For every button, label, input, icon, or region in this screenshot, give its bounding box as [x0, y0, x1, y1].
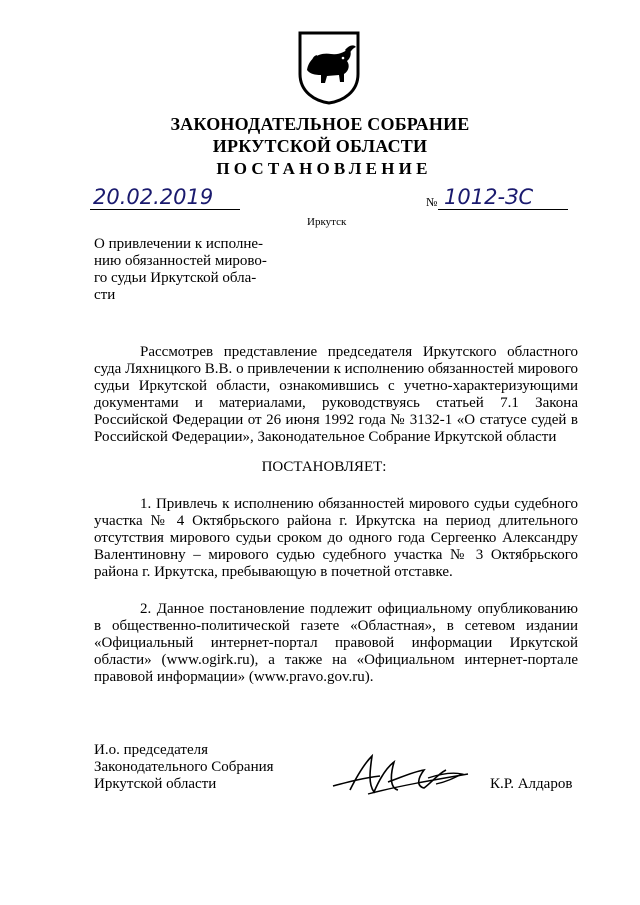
document-number: 1012-ЗС — [444, 185, 534, 209]
signatory-name: К.Р. Алдаров — [490, 776, 573, 792]
subject-block — [94, 236, 294, 304]
irkutsk-coat-of-arms-icon — [297, 30, 361, 105]
handwritten-signature-icon — [328, 748, 478, 808]
preamble-paragraph: Рассмотрев представление председателя Иркутского областного суда Ляхницкого В.В. о привлечении к исполнению обязанностей мирового судьи Иркутской области, ознакомившись с учетно-характеризующими документами и материалами, руководствуясь статьей 7.1 Закона Российской Федерации от 26 июня 1992 года № 3132-1 «О статусе судей в Российской Федерации», Законодательное Собрание Иркутской области — [94, 344, 578, 445]
signature — [328, 748, 478, 808]
signatory-title-line: И.о. председателя — [94, 742, 209, 758]
signatory-title-line: Иркутской области — [94, 776, 217, 792]
number-sign: № — [426, 195, 438, 209]
subject-line: го судьи Иркутской обла- — [94, 270, 257, 286]
document-date: 20.02.2019 — [93, 185, 214, 209]
date-underline — [90, 209, 240, 210]
signatory-title — [94, 742, 274, 793]
signatory-title-line: Законодательного Собрания — [94, 759, 274, 775]
subject-line: О привлечении к исполне- — [94, 236, 264, 252]
city-label: Иркутск — [307, 216, 347, 228]
document-type-title: ПОСТАНОВЛЕНИЕ — [216, 159, 432, 178]
resolution-item-2: 2. Данное постановление подлежит официальному опубликованию в общественно-политической газете «Областная», в сетевом издании «Официальный интернет-портал правовой информации Иркутской области» (www.ogirk.ru), а также на «Официальном интернет-портале правовой информации» (www.pravo.gov.ru). — [94, 601, 578, 685]
assembly-name-line1: ЗАКОНОДАТЕЛЬНОЕ СОБРАНИЕ — [170, 114, 470, 134]
coat-of-arms-emblem — [297, 30, 361, 105]
number-underline — [438, 209, 568, 210]
resolves-heading: ПОСТАНОВЛЯЕТ: — [261, 459, 387, 475]
subject-line: нию обязанностей мирово- — [94, 253, 267, 269]
subject-line: сти — [94, 287, 116, 303]
assembly-name-line2: ИРКУТСКОЙ ОБЛАСТИ — [212, 136, 428, 156]
resolution-item-1: 1. Привлечь к исполнению обязанностей мирового судьи судебного участка № 4 Октябрьского района г. Иркутска на период длительного отсутствия мирового судьи сроком до одного года Сергеенко Александру Валентиновну – мирового судью судебного участка № 3 Октябрьского района г. Иркутска, пребывающую в почетной отставке. — [94, 496, 578, 580]
